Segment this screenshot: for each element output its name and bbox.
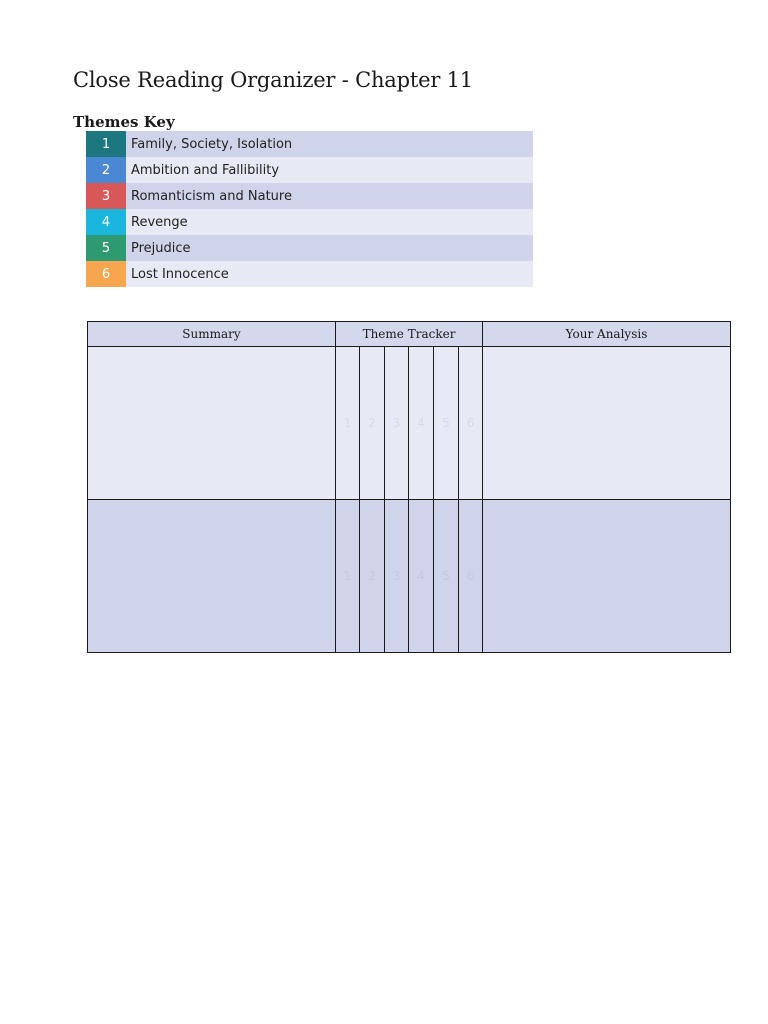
theme-number-badge: 4 [86,209,126,235]
theme-label: Romanticism and Nature [131,188,292,204]
theme-number-badge: 5 [86,235,126,261]
table-row [88,347,731,500]
theme-number-badge: 6 [86,261,126,287]
theme-number-badge: 2 [86,157,126,183]
theme-tracker-cell[interactable]: 6 [459,347,483,500]
theme-tracker-cell[interactable]: 3 [385,500,409,653]
theme-tracker-cell[interactable]: 2 [360,347,385,500]
theme-tracker-cell[interactable]: 4 [409,500,434,653]
theme-tracker-cell[interactable]: 4 [409,347,434,500]
theme-row-4 [86,209,533,235]
theme-label: Revenge [131,214,188,230]
organizer-header-row [88,322,731,347]
analysis-header: Your Analysis [483,322,731,347]
theme-tracker-cell[interactable]: 5 [434,347,459,500]
themes-key-heading: Themes Key [73,113,175,131]
theme-tracker-cell[interactable]: 5 [434,500,459,653]
theme-tracker-cell[interactable]: 1 [336,347,360,500]
summary-cell[interactable] [88,500,336,653]
theme-row-5 [86,235,533,261]
theme-tracker-cell[interactable]: 6 [459,500,483,653]
theme-label: Family, Society, Isolation [131,136,293,152]
page-title: Close Reading Organizer - Chapter 11 [73,68,473,92]
summary-header: Summary [88,322,336,347]
theme-number-badge: 1 [86,131,126,157]
theme-row-3 [86,183,533,209]
analysis-cell[interactable] [483,500,731,653]
theme-tracker-cell[interactable]: 1 [336,500,360,653]
theme-tracker-header: Theme Tracker [336,322,483,347]
themes-key-list [86,131,533,287]
theme-label: Ambition and Fallibility [131,162,280,178]
analysis-cell[interactable] [483,347,731,500]
theme-number-badge: 3 [86,183,126,209]
theme-row-1 [86,131,533,157]
summary-cell[interactable] [88,347,336,500]
theme-row-6 [86,261,533,287]
table-row [88,500,731,653]
organizer-table [87,321,731,653]
theme-tracker-cell[interactable]: 3 [385,347,409,500]
theme-row-2 [86,157,533,183]
theme-label: Lost Innocence [131,266,229,282]
theme-tracker-cell[interactable]: 2 [360,500,385,653]
theme-label: Prejudice [131,240,191,256]
